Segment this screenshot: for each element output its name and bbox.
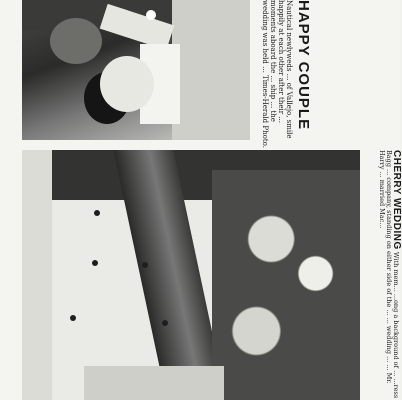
- caption-happy-couple: [252, 0, 312, 150]
- caption-heading: CHERRY WEDDING: [391, 150, 402, 250]
- caption-text: With mem... ...ong a background of ... ...ress Bagg ... company, standing on either side of the ... ... wedding ... ... Mr. Harry ... married Mac...: [378, 150, 400, 399]
- photo-cherry-wedding: [22, 150, 360, 400]
- groom-figure: [50, 18, 102, 64]
- bride-figure: [100, 56, 154, 112]
- photo-happy-couple: [22, 0, 250, 140]
- caption-heading: HAPPY COUPLE: [295, 0, 312, 131]
- caption-text: Nautical newlyweds ... of Vallejo, smile happily at each other after their ... moments aboard the ... ship ... the wedding was held ... Times-Herald Photo.: [261, 0, 293, 148]
- wedding-crowd: [212, 170, 360, 400]
- caption-cherry-wedding: [362, 150, 400, 400]
